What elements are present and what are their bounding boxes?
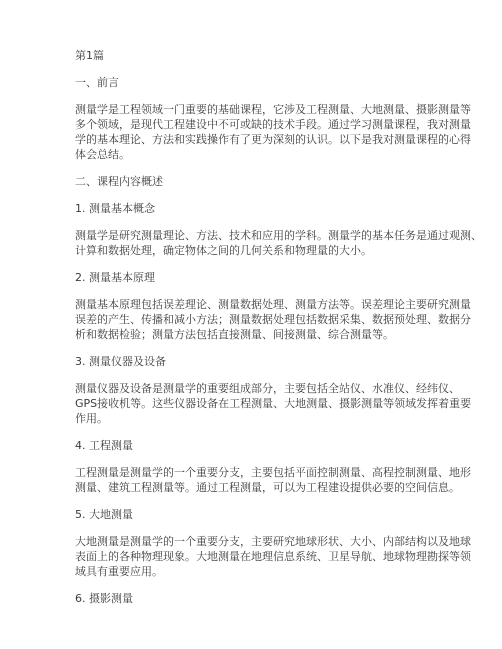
paragraph-line: 多个领域，是现代工程建设中不可或缺的技术手段。通过学习测量课程，我对测量 xyxy=(75,118,471,131)
item-title-geodetic-survey: 5. 大地测量 xyxy=(75,508,133,521)
instruments-paragraph xyxy=(75,381,472,426)
paragraph-line: 作用。 xyxy=(75,412,108,425)
basic-principles-paragraph xyxy=(75,297,471,342)
paragraph-line: 大地测量是测量学的一个重要分支，主要研究地球形状、大小、内部结构以及地球 xyxy=(75,535,471,548)
section-heading-overview: 二、课程内容概述 xyxy=(75,175,163,188)
item-title-instruments: 3. 测量仪器及设备 xyxy=(75,355,166,368)
geodetic-survey-paragraph xyxy=(75,534,471,579)
paragraph-line: 测量仪器及设备是测量学的重要组成部分，主要包括全站仪、水准仪、经纬仪、 xyxy=(75,382,460,395)
paragraph-line: GPS接收机等。这些仪器设备在工程测量、大地测量、摄影测量等领域发挥着重要 xyxy=(75,397,472,410)
page-label: 第1篇 xyxy=(75,49,104,62)
item-title-basic-principles: 2. 测量基本原理 xyxy=(75,271,155,284)
item-title-engineering-survey: 4. 工程测量 xyxy=(75,439,133,452)
preface-paragraph xyxy=(75,102,471,162)
paragraph-line: 测量学是研究测量理论、方法、技术和应用的学科。测量学的基本任务是通过观测、 xyxy=(75,229,482,242)
item-title-photogrammetry: 6. 摄影测量 xyxy=(75,592,133,605)
item-title-basic-concepts: 1. 测量基本概念 xyxy=(75,202,155,215)
paragraph-line: 测量、建筑工程测量等。通过工程测量，可以为工程建设提供必要的空间信息。 xyxy=(75,481,460,494)
paragraph-line: 体会总结。 xyxy=(75,148,130,161)
paragraph-line: 计算和数据处理，确定物体之间的几何关系和物理量的大小。 xyxy=(75,244,372,257)
paragraph-line: 表面上的各种物理现象。大地测量在地理信息系统、卫星导航、地球物理勘探等领 xyxy=(75,550,471,563)
basic-concepts-paragraph xyxy=(75,228,482,258)
paragraph-line: 析和数据检验；测量方法包括直接测量、间接测量、综合测量等。 xyxy=(75,328,394,341)
section-heading-preface: 一、前言 xyxy=(75,76,119,89)
paragraph-line: 工程测量是测量学的一个重要分支，主要包括平面控制测量、高程控制测量、地形 xyxy=(75,466,471,479)
paragraph-line: 学的基本理论、方法和实践操作有了更为深刻的认识。以下是我对测量课程的心得 xyxy=(75,133,471,146)
paragraph-line: 误差的产生、传播和减小方法；测量数据处理包括数据采集、数据预处理、数据分 xyxy=(75,313,471,326)
engineering-survey-paragraph xyxy=(75,465,471,495)
paragraph-line: 测量基本原理包括误差理论、测量数据处理、测量方法等。误差理论主要研究测量 xyxy=(75,298,471,311)
paragraph-line: 域具有重要应用。 xyxy=(75,565,163,578)
document-body xyxy=(75,48,482,606)
paragraph-line: 测量学是工程领域一门重要的基础课程，它涉及工程测量、大地测量、摄影测量等 xyxy=(75,103,471,116)
